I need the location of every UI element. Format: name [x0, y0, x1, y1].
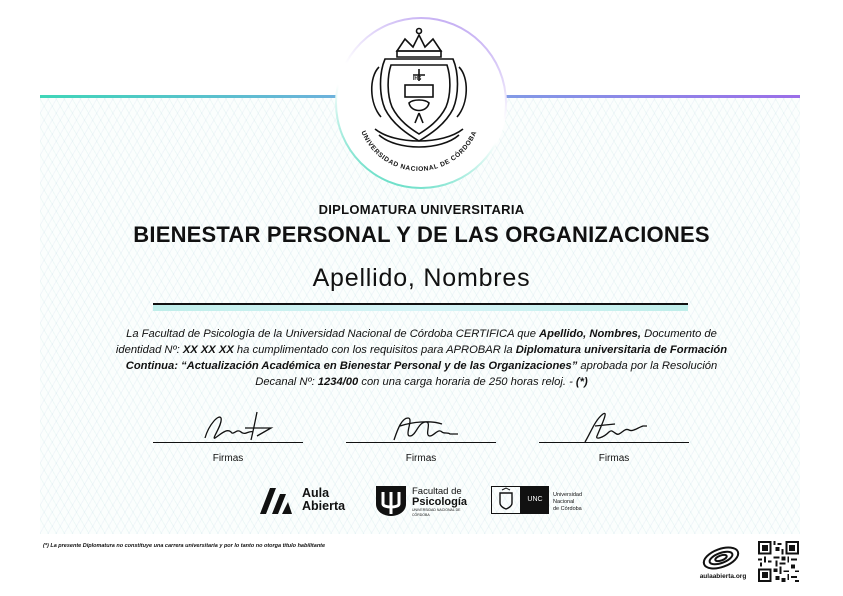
program-type: DIPLOMATURA UNIVERSITARIA — [318, 202, 525, 217]
name-underline — [153, 303, 688, 305]
unc-seal-icon — [491, 486, 521, 514]
cert-text-2: Documento de identidad Nº: — [115, 328, 717, 356]
signature-1-icon — [153, 406, 303, 446]
aula-abierta-mark-icon — [700, 543, 742, 573]
aula-abierta-logo — [258, 484, 358, 518]
signature-label-2: Firmas — [405, 453, 437, 464]
cert-bold-name: Apellido, Nombres, — [539, 328, 641, 340]
psicologia-line2: Psicología — [412, 496, 468, 508]
signature-block-2 — [346, 406, 496, 468]
cert-bold-id: XX XX XX — [182, 344, 234, 356]
cert-text-1: La Facultad de Psicología de la Universidad Nacional de Córdoba CERTIFICA que — [126, 328, 540, 340]
cert-bold-program: Diplomatura universitaria de Formación Continua: “Actualización Académica en Bienestar Personal y de las Organizaciones” — [125, 344, 728, 372]
certificate-text — [110, 326, 733, 390]
signature-line-1 — [153, 442, 303, 443]
unc-line3: de Córdoba — [553, 506, 582, 512]
recipient-name: Apellido, Nombres — [312, 264, 531, 292]
cert-bold-asterisk: (*) — [575, 376, 588, 388]
aula-abierta-line1: Aula — [302, 486, 330, 500]
signature-line-3 — [539, 442, 689, 443]
psicologia-logo — [374, 484, 474, 518]
psicologia-line1: Facultad de — [412, 486, 462, 497]
signature-block-3 — [539, 406, 689, 468]
unc-line2: Nacional — [553, 499, 575, 505]
signature-block-1 — [153, 406, 303, 468]
aula-abierta-line2: Abierta — [302, 499, 346, 513]
cert-text-3: ha cumplimentado con los requisitos para APROBAR la — [233, 344, 516, 356]
signature-3-icon — [539, 406, 689, 446]
signature-line-2 — [346, 442, 496, 443]
cert-text-5: con una carga horaria de 250 horas reloj. - — [358, 376, 576, 388]
psicologia-icon — [374, 484, 408, 518]
svg-text:IHS: IHS — [413, 76, 422, 82]
signature-label-1: Firmas — [212, 453, 244, 464]
signature-label-3: Firmas — [598, 453, 630, 464]
unc-line1: Universidad — [553, 492, 583, 498]
university-seal-icon — [335, 17, 503, 185]
signature-2-icon — [346, 406, 496, 446]
website-url[interactable]: aulaabierta.org — [699, 573, 747, 580]
cert-bold-resolution: 1234/00 — [317, 376, 359, 388]
footnote: (*) La presente Diplomatura no constituye una carrera universitaria y por lo tanto no otorga título habilitante — [43, 543, 326, 549]
qr-code-icon — [758, 541, 799, 582]
unc-logo — [491, 484, 591, 518]
psicologia-line3: UNIVERSIDAD NACIONAL DE CÓRDOBA — [412, 508, 461, 517]
name-underline-glow — [153, 305, 688, 311]
seal-ring-text: UNIVERSIDAD NACIONAL DE CÓRDOBA — [359, 129, 479, 174]
aula-abierta-icon — [258, 484, 298, 518]
cert-text-4: aprobada por la Resolución Decanal Nº: — [255, 360, 718, 388]
unc-badge: UNC — [521, 486, 549, 514]
program-name: BIENESTAR PERSONAL Y DE LAS ORGANIZACIONES — [133, 222, 710, 247]
